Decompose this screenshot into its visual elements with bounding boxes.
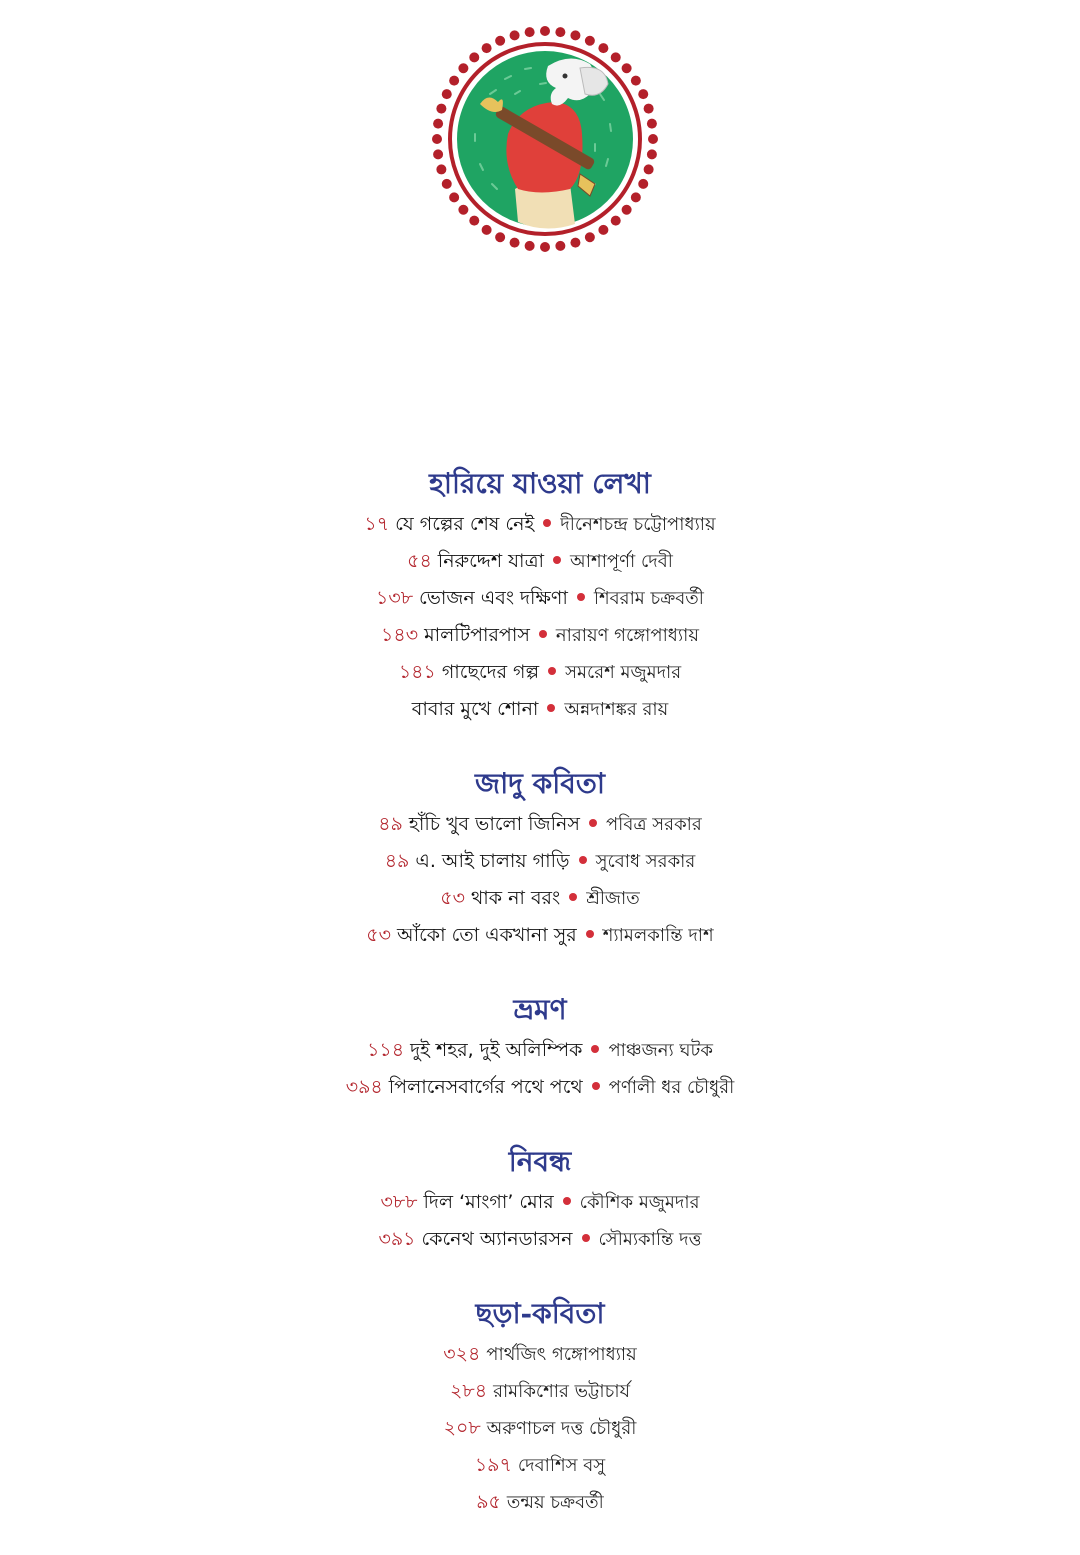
entry-title: ভোজন এবং দক্ষিণা bbox=[419, 587, 568, 609]
entry-title: বাবার মুখে শোনা bbox=[411, 698, 539, 720]
page-number: ৩৯১ bbox=[378, 1228, 416, 1250]
toc-entry[interactable] bbox=[0, 1484, 1080, 1521]
bullet-icon bbox=[563, 1197, 571, 1205]
entry-author: আশাপূর্ণা দেবী bbox=[570, 551, 673, 572]
page-number: ১৯৭ bbox=[474, 1454, 512, 1476]
toc-entry[interactable] bbox=[0, 654, 1080, 691]
entry-title: থাক না বরং bbox=[470, 887, 561, 909]
bullet-icon bbox=[586, 930, 594, 938]
entry-author: নারায়ণ গঙ্গোপাধ্যায় bbox=[555, 625, 699, 646]
bullet-icon bbox=[579, 856, 587, 864]
toc-section-1 bbox=[0, 762, 1080, 954]
toc-entry[interactable] bbox=[0, 1447, 1080, 1484]
entry-title: মালটিপারপাস bbox=[424, 624, 530, 646]
page-number: ১৭ bbox=[364, 513, 390, 535]
entry-author: পবিত্র সরকার bbox=[605, 814, 702, 835]
section-title: নিবন্ধ bbox=[508, 1145, 572, 1178]
toc-section-0 bbox=[0, 462, 1080, 728]
entry-author: সৌম্যকান্তি দত্ত bbox=[598, 1229, 702, 1250]
toc-entry[interactable] bbox=[0, 617, 1080, 654]
page-number: ৫৩ bbox=[440, 887, 465, 909]
toc-entry[interactable] bbox=[0, 1184, 1080, 1221]
section-title: ভ্রমণ bbox=[513, 993, 567, 1026]
page-number: ৩৯৪ bbox=[345, 1076, 383, 1098]
toc-section-3 bbox=[0, 1140, 1080, 1258]
bullet-icon bbox=[582, 1234, 590, 1242]
section-title: ছড়া-কবিতা bbox=[475, 1297, 605, 1330]
toc-entry[interactable] bbox=[0, 506, 1080, 543]
entry-author: অন্নদাশঙ্কর রায় bbox=[564, 699, 669, 720]
entry-author: পর্ণালী ধর চৌধুরী bbox=[608, 1077, 735, 1098]
page-number: ১৪৩ bbox=[381, 624, 419, 646]
entry-title: দুই শহর, দুই অলিম্পিক bbox=[410, 1039, 583, 1061]
entry-title: দিল ‘মাংগা’ মোর bbox=[423, 1191, 554, 1213]
entry-title: হাঁচি খুব ভালো জিনিস bbox=[408, 813, 580, 835]
bullet-icon bbox=[547, 704, 555, 712]
entry-title: আঁকো তো একখানা সুর bbox=[396, 924, 577, 946]
page-number: ১৩৮ bbox=[376, 587, 414, 609]
toc-section-2 bbox=[0, 988, 1080, 1106]
bullet-icon bbox=[591, 1045, 599, 1053]
entry-author: সমরেশ মজুমদার bbox=[565, 662, 682, 683]
section-entries bbox=[0, 1184, 1080, 1258]
page-number: ২০৮ bbox=[443, 1417, 481, 1439]
entry-author: কৌশিক মজুমদার bbox=[579, 1192, 700, 1213]
section-title: জাদু কবিতা bbox=[475, 767, 605, 800]
page-number: ৩২৪ bbox=[443, 1343, 481, 1365]
entry-author: দীনেশচন্দ্র চট্টোপাধ্যায় bbox=[560, 514, 716, 535]
page-number: ৩৮৮ bbox=[380, 1191, 418, 1213]
page-number: ৪৯ bbox=[384, 850, 410, 872]
bullet-icon bbox=[543, 519, 551, 527]
entry-title: যে গল্পের শেষ নেই bbox=[395, 513, 535, 535]
toc-entry[interactable] bbox=[0, 1336, 1080, 1373]
page-number: ৪৯ bbox=[378, 813, 403, 835]
bullet-icon bbox=[548, 667, 556, 675]
toc-entry[interactable] bbox=[0, 1032, 1080, 1069]
entry-author: শ্যামলকান্তি দাশ bbox=[602, 925, 714, 946]
toc-entry[interactable] bbox=[0, 1221, 1080, 1258]
page-number: ১১৪ bbox=[367, 1039, 405, 1061]
section-entries bbox=[0, 1336, 1080, 1521]
bullet-icon bbox=[569, 893, 577, 901]
toc-entry[interactable] bbox=[0, 1069, 1080, 1106]
toc-entry[interactable] bbox=[0, 580, 1080, 617]
entry-title: নিরুদ্দেশ যাত্রা bbox=[437, 550, 545, 572]
entry-title: পিলানেসবার্গের পথে পথে bbox=[388, 1076, 583, 1098]
section-entries bbox=[0, 1032, 1080, 1106]
table-of-contents bbox=[0, 462, 1080, 1555]
toc-section-4 bbox=[0, 1292, 1080, 1521]
toc-entry[interactable] bbox=[0, 1410, 1080, 1447]
toc-entry[interactable] bbox=[0, 917, 1080, 954]
entry-author: অরুণাচল দত্ত চৌধুরী bbox=[486, 1418, 637, 1439]
bullet-icon bbox=[539, 630, 547, 638]
entry-author: শিবরাম চক্রবর্তী bbox=[593, 588, 704, 609]
entry-author: পাঞ্চজন্য ঘটক bbox=[608, 1040, 713, 1061]
entry-author: পার্থজিৎ গঙ্গোপাধ্যায় bbox=[486, 1344, 637, 1365]
entry-author: দেবাশিস বসু bbox=[517, 1455, 606, 1476]
entry-author: তন্ময় চক্রবর্তী bbox=[506, 1492, 604, 1513]
toc-entry[interactable] bbox=[0, 843, 1080, 880]
bullet-icon bbox=[577, 593, 585, 601]
entry-author: শ্রীজাত bbox=[586, 888, 640, 909]
page-number: ৫৪ bbox=[407, 550, 432, 572]
bullet-icon bbox=[553, 556, 561, 564]
page-number: ৯৫ bbox=[476, 1491, 501, 1513]
toc-entry[interactable] bbox=[0, 880, 1080, 917]
page-number: ৫৩ bbox=[366, 924, 391, 946]
section-entries bbox=[0, 806, 1080, 954]
entry-title: এ. আই চালায় গাড়ি bbox=[415, 850, 570, 872]
ganesha-logo-icon bbox=[430, 24, 660, 254]
toc-entry[interactable] bbox=[0, 543, 1080, 580]
bullet-icon bbox=[589, 819, 597, 827]
section-title: হারিয়ে যাওয়া লেখা bbox=[429, 467, 651, 500]
entry-author: সুবোধ সরকার bbox=[595, 851, 696, 872]
logo-graphic bbox=[430, 24, 660, 254]
page-number: ২৮৪ bbox=[450, 1380, 488, 1402]
entry-title: গাছেদের গল্প bbox=[441, 661, 540, 683]
section-entries bbox=[0, 506, 1080, 728]
bullet-icon bbox=[592, 1082, 600, 1090]
toc-entry[interactable] bbox=[0, 691, 1080, 728]
toc-entry[interactable] bbox=[0, 1373, 1080, 1410]
entry-author: রামকিশোর ভট্টাচার্য bbox=[493, 1381, 630, 1402]
page-number: ১৪১ bbox=[398, 661, 436, 683]
entry-title: কেনেথ অ্যানডারসন bbox=[421, 1228, 573, 1250]
toc-entry[interactable] bbox=[0, 806, 1080, 843]
